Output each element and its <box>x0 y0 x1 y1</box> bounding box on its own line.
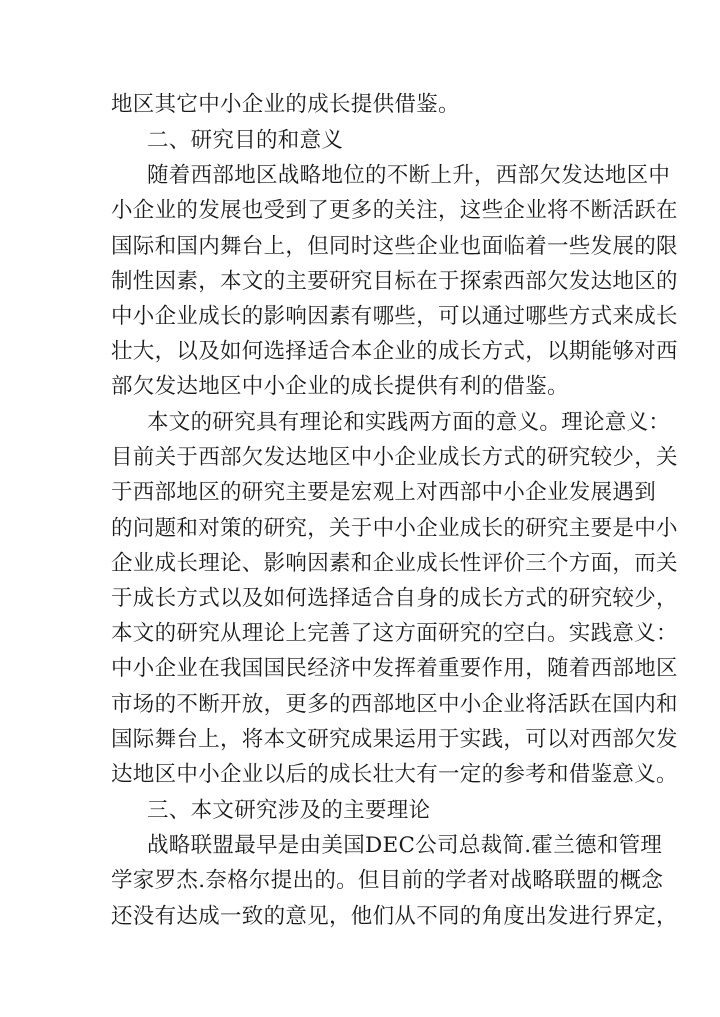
text-line: 国际舞台上，将本文研究成果运用于实践，可以对西部欠发 <box>111 727 678 752</box>
section-heading: 二、研究目的和意义 <box>147 128 344 153</box>
text-line: 本文的研究具有理论和实践两方面的意义。理论意义： <box>147 410 671 435</box>
text-line: 本文的研究从理论上完善了这方面研究的空白。实践意义： <box>111 621 678 646</box>
text-line: 国际和国内舞台上，但同时这些企业也面临着一些发展的限 <box>111 234 678 259</box>
text-line: 中小企业在我国国民经济中发挥着重要作用，随着西部地区 <box>111 656 678 681</box>
text-line: 学家罗杰.奈格尔提出的。但目前的学者对战略联盟的概念 <box>111 868 664 893</box>
text-line: 小企业的发展也受到了更多的关注，这些企业将不断活跃在 <box>111 198 678 223</box>
text-line: 于西部地区的研究主要是宏观上对西部中小企业发展遇到 <box>111 480 657 505</box>
text-line: 随着西部地区战略地位的不断上升，西部欠发达地区中 <box>147 163 671 188</box>
section-heading: 三、本文研究涉及的主要理论 <box>147 798 431 823</box>
text-line: 于成长方式以及如何选择适合自身的成长方式的研究较少， <box>111 586 678 611</box>
text-line: 地区其它中小企业的成长提供借鉴。 <box>111 92 460 117</box>
text-line: 部欠发达地区中小企业的成长提供有利的借鉴。 <box>111 374 569 399</box>
text-line: 达地区中小企业以后的成长壮大有一定的参考和借鉴意义。 <box>111 762 678 787</box>
text-line: 战略联盟最早是由美国DEC公司总裁简.霍兰德和管理 <box>147 833 663 858</box>
text-line: 中小企业成长的影响因素有哪些，可以通过哪些方式来成长 <box>111 304 678 329</box>
text-line: 的问题和对策的研究，关于中小企业成长的研究主要是中小 <box>111 516 678 541</box>
text-line: 市场的不断开放，更多的西部地区中小企业将活跃在国内和 <box>111 692 678 717</box>
text-line: 企业成长理论、影响因素和企业成长性评价三个方面，而关 <box>111 551 678 576</box>
text-line: 制性因素，本文的主要研究目标在于探索西部欠发达地区的 <box>111 269 678 294</box>
text-line: 还没有达成一致的意见，他们从不同的角度出发进行界定， <box>111 904 678 929</box>
text-line: 目前关于西部欠发达地区中小企业成长方式的研究较少，关 <box>111 445 678 470</box>
text-line: 壮大，以及如何选择适合本企业的成长方式，以期能够对西 <box>111 339 678 364</box>
